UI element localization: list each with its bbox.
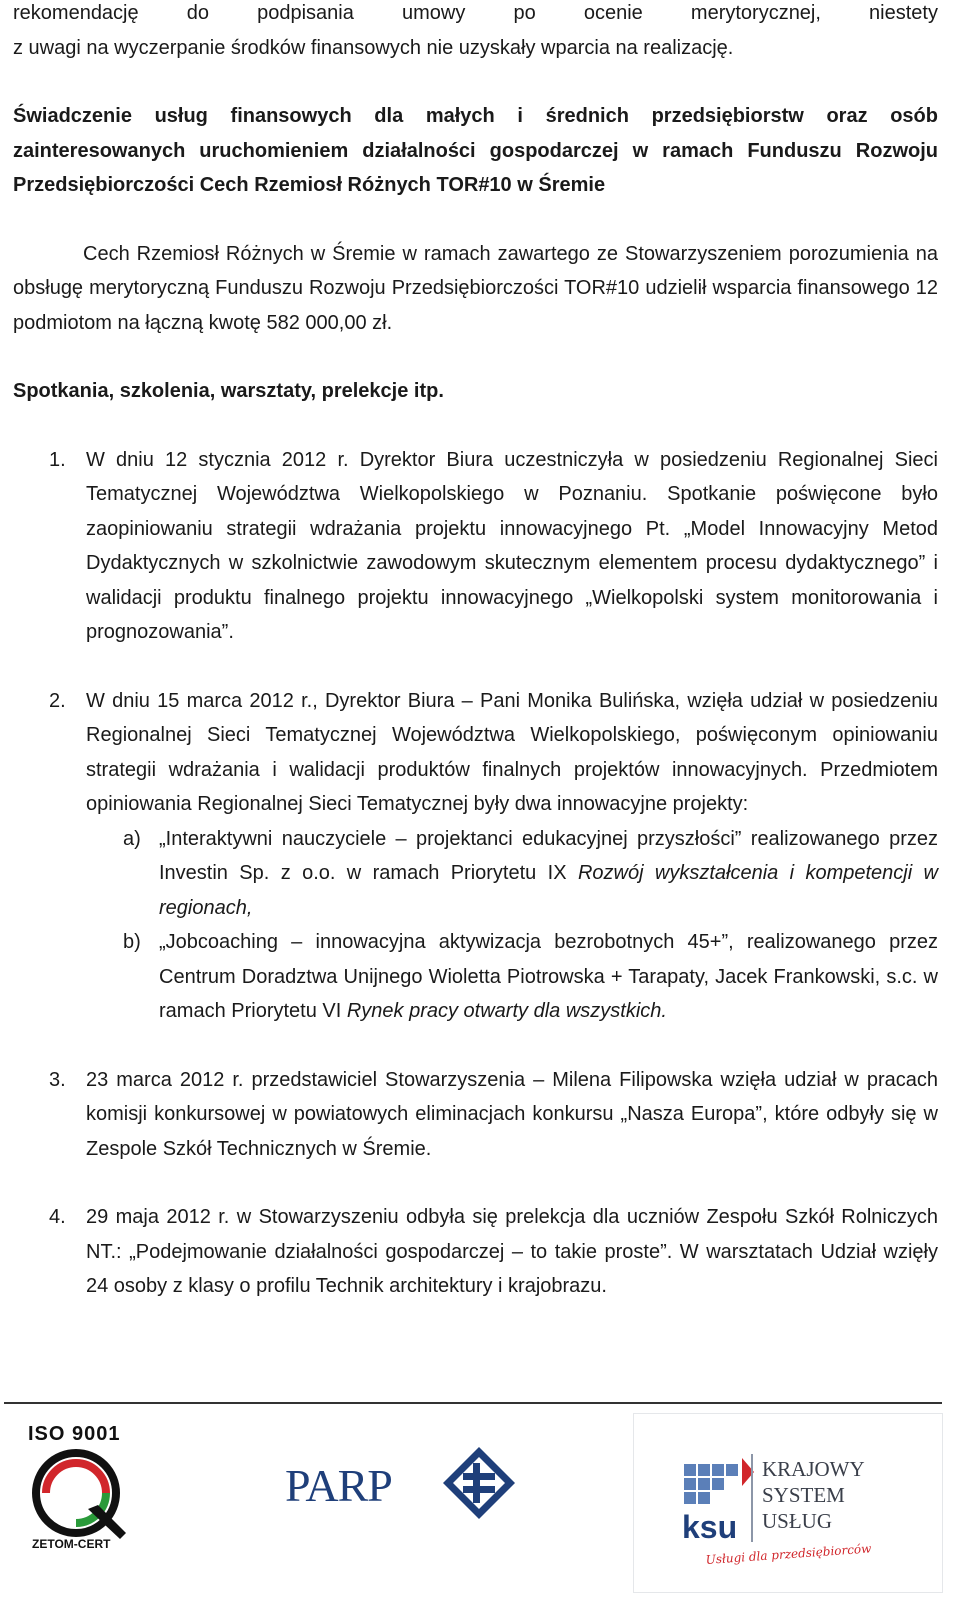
parp-logo — [285, 1443, 515, 1523]
spacer — [13, 1166, 938, 1200]
sub-list-item-plain: „Jobcoaching – innowacyjna aktywizacja bezrobotnych 45+”, realizowanego przez Centrum Doradztwa Unijnego Wioletta Piotrowska + Tarapaty, Jacek Frankowski, s.c. w ramach Priorytetu VI — [159, 931, 938, 1022]
list-item — [13, 684, 938, 822]
sub-list-item-italic: Rozwój wykształcenia i kompetencji w regionach, — [159, 862, 939, 919]
spacer — [13, 650, 938, 684]
footer — [0, 1405, 960, 1595]
sub-list-letter: b) — [123, 931, 141, 953]
ksu-line-1: KRAJOWY — [762, 1457, 865, 1481]
spacer — [13, 203, 938, 237]
ksu-emblem-icon — [634, 1414, 942, 1592]
list-number: 2. — [49, 689, 66, 712]
parp-wordmark: PARP — [285, 1460, 392, 1511]
footer-divider — [4, 1402, 942, 1404]
document-content — [13, 0, 938, 1304]
spacer — [13, 409, 938, 443]
intro-line-1: rekomendację do podpisania umowy po ocenie merytorycznej, niestety — [13, 2, 938, 24]
list-item-text: W dniu 12 stycznia 2012 r. Dyrektor Biura uczestniczyła w posiedzeniu Regionalnej Sieci Tematycznej Województwa Wielkopolskiego w Poznaniu. Spotkanie poświęcone było zaopiniowaniu strategii wdrażania projektu innowacyjnego Pt. „Model Innowacyjny Metod Dydaktycznych w szkolnictwie zawodowym skutecznym elementem procesu dydaktycznego” i walidacji produktu finalnego projektu innowacyjnego „Wielkopolski system monitorowania i prognozowania”. — [86, 448, 938, 643]
list-number: 3. — [49, 1068, 66, 1091]
iso-subtitle: ZETOM-CERT — [32, 1537, 111, 1551]
ksu-line-2: SYSTEM — [762, 1483, 845, 1507]
parp-emblem-icon — [285, 1443, 515, 1523]
iso-title: ISO 9001 — [28, 1423, 121, 1445]
list-number: 4. — [49, 1206, 66, 1228]
sub-list-item — [13, 925, 938, 1029]
list-item — [13, 1063, 938, 1167]
paragraph-financial-services: Cech Rzemiosł Różnych w Śremie w ramach zawartego ze Stowarzyszeniem porozumienia na obsługę merytoryczną Funduszu Rozwoju Przedsiębiorczości TOR#10 udzielił wsparcia finansowego 12 podmiotom na łączną kwotę 582 000,00 zł. — [13, 242, 938, 334]
intro-line-2: z uwagi na wyczerpanie środków finansowych nie uzyskały wparcia na realizację. — [13, 36, 734, 59]
sub-list-item-italic: Rynek pracy otwarty dla wszystkich. — [346, 1000, 667, 1022]
heading-financial-services: Świadczenie usług finansowych dla małych i średnich przedsiębiorstw oraz osób zainteresowanych uruchomieniem działalności gospodarczej w ramach Funduszu Rozwoju Przedsiębiorczości Cech Rzemiosł Różnych TOR#10 w Śremie — [13, 105, 938, 196]
ksu-logo — [633, 1413, 943, 1593]
list-number: 1. — [49, 448, 66, 471]
spacer — [13, 340, 938, 374]
ksu-abbreviation: ksu — [682, 1509, 738, 1545]
heading-meetings: Spotkania, szkolenia, warsztaty, prelekcje itp. — [13, 380, 444, 402]
spacer — [13, 65, 938, 99]
list-item-text: 29 maja 2012 r. w Stowarzyszeniu odbyła się prelekcja dla uczniów Zespołu Szkół Rolniczych NT.: „Podejmowanie działalności gospodarczej – to takie proste”. W warsztatach Udział wzięły 24 osoby z klasy o profilu Technik architektury i krajobrazu. — [86, 1206, 938, 1297]
list-item — [13, 443, 938, 650]
sub-list-letter: a) — [123, 827, 141, 850]
sub-list-item-text — [159, 822, 938, 926]
iso-9001-logo — [28, 1417, 138, 1577]
ksu-tagline: Usługi dla przedsiębiorców — [705, 1541, 872, 1567]
sub-list-item-text — [159, 925, 938, 1029]
list-item — [13, 1200, 938, 1304]
sub-list-item — [13, 822, 938, 926]
sub-list-item-plain: „Interaktywni nauczyciele – projektanci edukacyjnej przyszłości” realizowanego przez Investin Sp. z o.o. w ramach Priorytetu IX — [159, 827, 938, 884]
zetom-cert-mark-icon — [28, 1443, 138, 1543]
list-item-text: 23 marca 2012 r. przedstawiciel Stowarzyszenia – Milena Filipowska wzięła udział w pracach komisji konkursowej w powiatowych eliminacjach konkursu „Nasza Europa”, które odbyły się w Zespole Szkół Technicznych w Śremie. — [86, 1068, 938, 1160]
spacer — [13, 1029, 938, 1063]
ksu-line-3: USŁUG — [762, 1509, 833, 1533]
list-item-text: W dniu 15 marca 2012 r., Dyrektor Biura – Pani Monika Bulińska, wzięła udział w posiedzeniu Regionalnej Sieci Tematycznej Województwa Wielkopolskiego, poświęconym opiniowaniu strategii wdrażania i walidacji produktów finalnych projektów innowacyjnych. Przedmiotem opiniowania Regionalnej Sieci Tematycznej były dwa innowacyjne projekty: — [86, 689, 938, 815]
